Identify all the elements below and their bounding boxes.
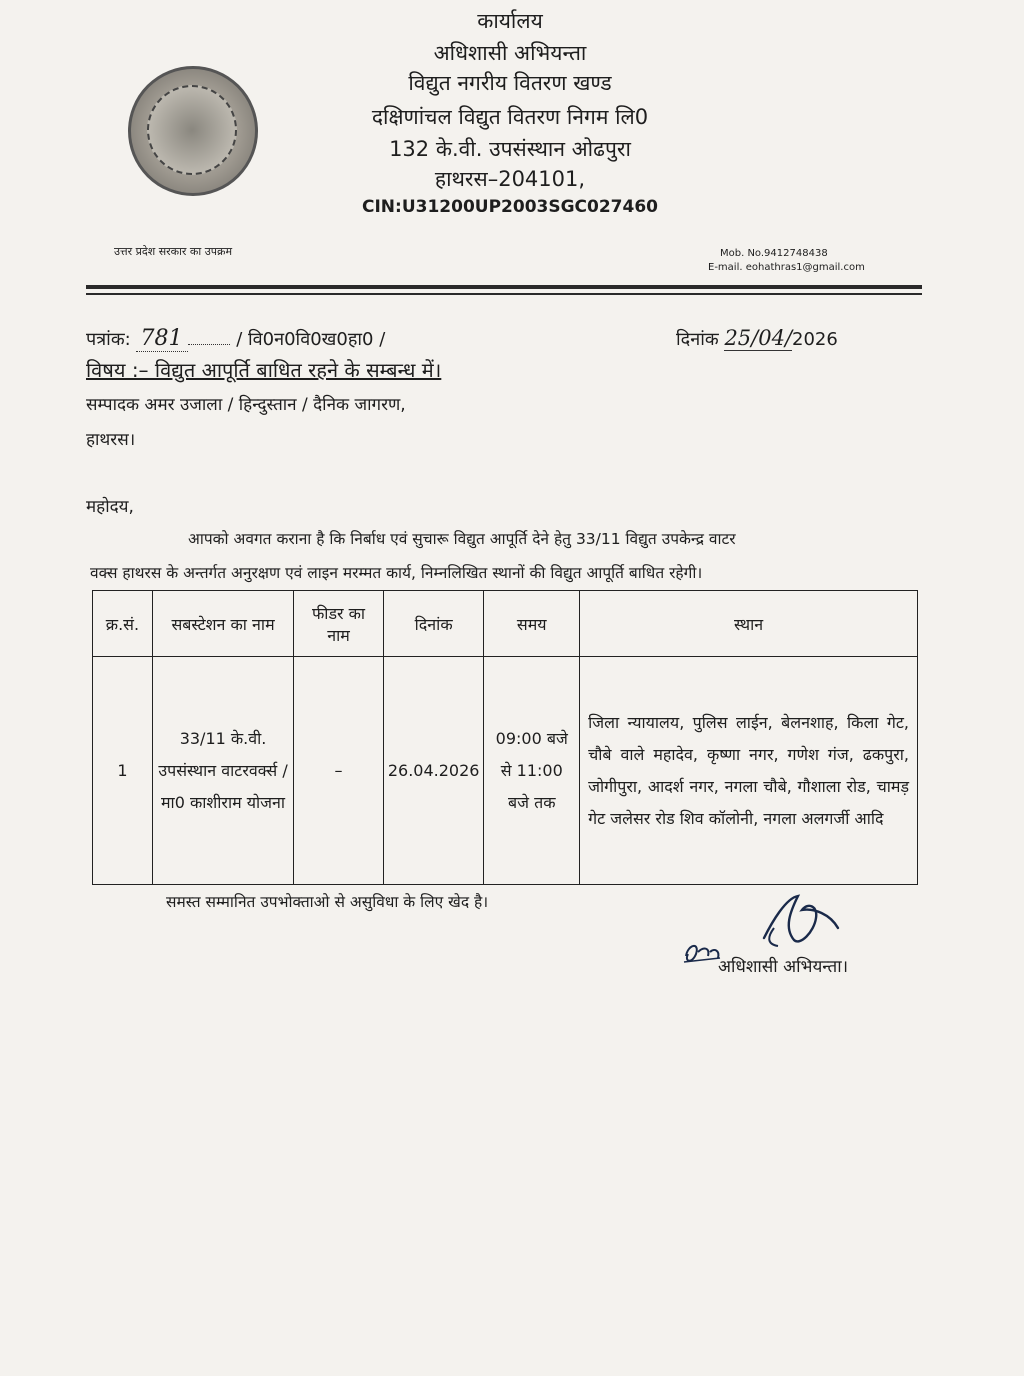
outage-schedule-table — [92, 590, 918, 885]
header-feeder: फीडर का नाम — [294, 591, 384, 657]
reference-line — [86, 326, 385, 351]
cell-sno: 1 — [93, 657, 153, 885]
addressee-line-2: हाथरस। — [86, 430, 136, 450]
date-year: 2026 — [792, 329, 838, 350]
date-line — [676, 326, 838, 351]
table-row — [93, 657, 918, 885]
table-header-row — [93, 591, 918, 657]
body-line-1: आपको अवगत कराना है कि निर्बाध एवं सुचारू विद्युत आपूर्ति देने हेतु 33/11 विद्युत उपकेन्द्र वाटर — [188, 530, 736, 548]
cell-substation: 33/11 के.वी. उपसंस्थान वाटरवर्क्स / मा0 काशीराम योजना — [152, 657, 293, 885]
date-label: दिनांक — [676, 329, 719, 350]
header-substation: सबस्टेशन का नाम — [152, 591, 293, 657]
header-divider-thin — [86, 293, 922, 295]
cell-feeder: – — [294, 657, 384, 885]
email-address: E-mail. eohathras1@gmail.com — [708, 262, 865, 273]
addressee-line-1: सम्पादक अमर उजाला / हिन्दुस्तान / दैनिक जागरण, — [86, 395, 406, 415]
header-location: स्थान — [580, 591, 918, 657]
office-label: कार्यालय — [477, 9, 543, 33]
header-sno: क्र.सं. — [93, 591, 153, 657]
division-name: विद्युत नगरीय वितरण खण्ड — [408, 71, 612, 95]
closing-apology: समस्त सम्मानित उपभोक्ताओ से असुविधा के लिए खेद है। — [166, 893, 489, 911]
cin-number: CIN:U31200UP2003SGC027460 — [362, 197, 658, 217]
body-line-2: वक्स हाथरस के अन्तर्गत अनुरक्षण एवं लाइन मरम्मत कार्य, निम्नलिखित स्थानों की विद्युत आपूर्ति बाधित रहेगी। — [90, 564, 703, 582]
header-divider-thick — [86, 285, 922, 289]
cell-time: 09:00 बजे से 11:00 बजे तक — [484, 657, 580, 885]
substation-address: 132 के.वी. उपसंस्थान ओढपुरा — [389, 137, 631, 161]
ref-number-handwritten: 781 — [136, 326, 188, 352]
ref-suffix: / वि0न0वि0ख0हा0 / — [236, 329, 386, 350]
date-handwritten: 25/04/ — [724, 326, 793, 350]
salutation: महोदय, — [86, 497, 134, 517]
mobile-number: Mob. No.9412748438 — [720, 248, 828, 259]
govt-undertaking-note: उत्तर प्रदेश सरकार का उपक्रम — [114, 245, 233, 258]
ref-label: पत्रांक: — [86, 329, 131, 350]
cell-date: 26.04.2026 — [383, 657, 484, 885]
cell-location: जिला न्यायालय, पुलिस लाईन, बेलनशाह, किला गेट, चौबे वाले महादेव, कृष्णा नगर, गणेश गंज, ढकपुरा, जोगीपुरा, आदर्श नगर, नगला चौबे, गौशाला रोड, चामड़ गेट जलेसर रोड शिव कॉलोनी, नगला अलगर्जी आदि — [580, 657, 918, 885]
subject-line: विषय :– विद्युत आपूर्ति बाधित रहने के सम्बन्ध में। — [86, 358, 442, 382]
header-time: समय — [484, 591, 580, 657]
corporation-name: दक्षिणांचल विद्युत वितरण निगम लि0 — [371, 105, 649, 129]
signatory-designation: अधिशासी अभियन्ता। — [718, 957, 849, 977]
office-seal-logo — [128, 66, 258, 196]
header-date: दिनांक — [383, 591, 484, 657]
city-pincode: हाथरस–204101, — [434, 167, 586, 191]
handwritten-signature — [754, 888, 844, 952]
officer-title: अधिशासी अभियन्ता — [433, 41, 587, 65]
